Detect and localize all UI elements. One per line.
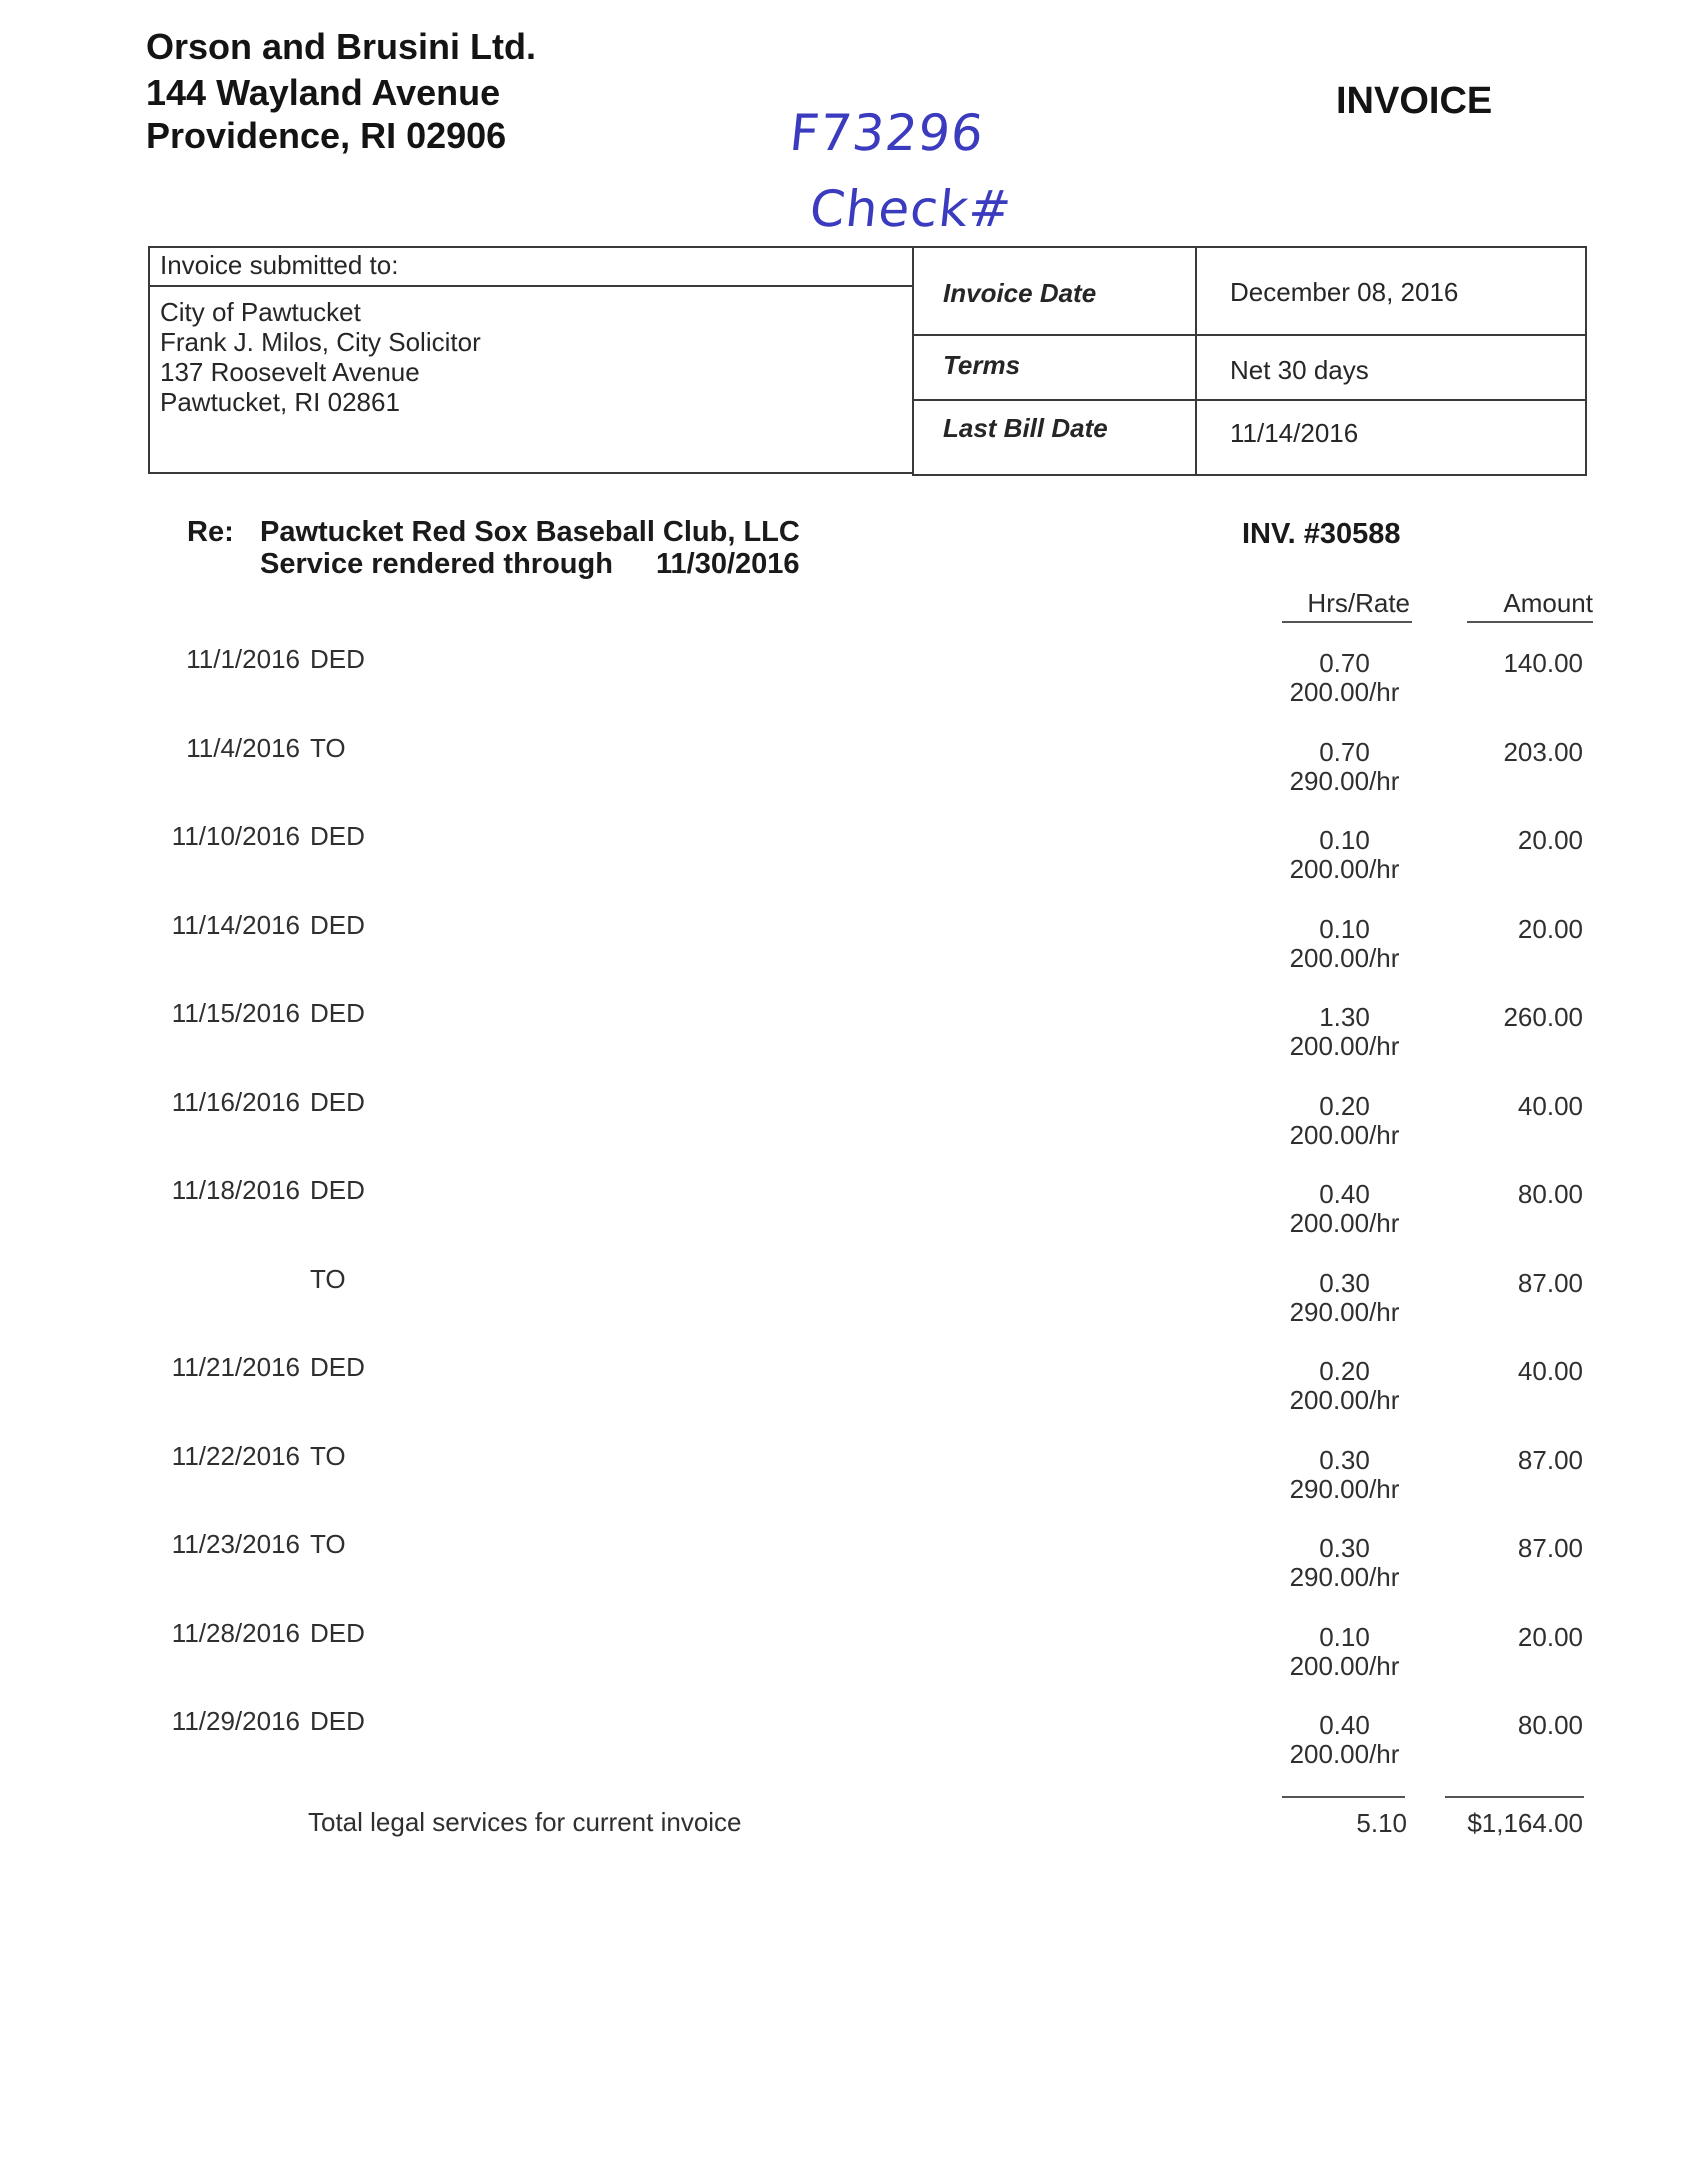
service-rendered-date: 11/30/2016 bbox=[656, 548, 800, 580]
invoice-date-value: December 08, 2016 bbox=[1230, 277, 1459, 307]
line-item-rate: 200.00/hr bbox=[1289, 854, 1400, 884]
line-item-rate: 200.00/hr bbox=[1289, 677, 1400, 707]
line-item-code: TO bbox=[310, 1529, 346, 1559]
line-item-rate: 290.00/hr bbox=[1289, 1297, 1400, 1327]
line-item-hours: 0.10 bbox=[1319, 1622, 1370, 1652]
line-item-date: 11/29/2016 bbox=[171, 1706, 300, 1736]
line-item-amount: 87.00 bbox=[1517, 1268, 1583, 1298]
re-prefix: Re: bbox=[187, 516, 234, 548]
hrs-rate-column-header: Hrs/Rate bbox=[1307, 588, 1410, 618]
line-item-amount: 140.00 bbox=[1503, 648, 1583, 678]
line-item-hours: 0.30 bbox=[1319, 1533, 1370, 1563]
line-item-code: TO bbox=[310, 733, 346, 763]
line-item-hours: 0.40 bbox=[1319, 1179, 1370, 1209]
line-item-rate: 200.00/hr bbox=[1289, 1208, 1400, 1238]
column-underline bbox=[1467, 621, 1593, 623]
line-item-date: 11/18/2016 bbox=[171, 1175, 300, 1205]
line-item bbox=[0, 1618, 1692, 1706]
submitted-to-heading: Invoice submitted to: bbox=[160, 250, 399, 280]
line-item-hours: 1.30 bbox=[1319, 1002, 1370, 1032]
client-name: Pawtucket Red Sox Baseball Club, LLC bbox=[260, 516, 800, 548]
line-item-amount: 20.00 bbox=[1517, 914, 1583, 944]
total-label: Total legal services for current invoice bbox=[308, 1807, 742, 1837]
firm-name: Orson and Brusini Ltd. bbox=[146, 26, 537, 67]
line-item-code: DED bbox=[310, 998, 365, 1028]
line-item-code: DED bbox=[310, 821, 365, 851]
line-item-amount: 20.00 bbox=[1517, 1622, 1583, 1652]
line-item-rate: 200.00/hr bbox=[1289, 1385, 1400, 1415]
line-item bbox=[0, 644, 1692, 732]
line-item-code: TO bbox=[310, 1264, 346, 1294]
line-item bbox=[0, 1706, 1692, 1794]
line-item-code: DED bbox=[310, 1175, 365, 1205]
recipient-line: Pawtucket, RI 02861 bbox=[160, 387, 400, 417]
divider bbox=[1195, 246, 1197, 476]
line-item-hours: 0.20 bbox=[1319, 1091, 1370, 1121]
line-item-rate: 200.00/hr bbox=[1289, 943, 1400, 973]
total-hours-rule bbox=[1282, 1796, 1405, 1798]
line-item-amount: 87.00 bbox=[1517, 1445, 1583, 1475]
line-item-amount: 80.00 bbox=[1517, 1710, 1583, 1740]
line-item bbox=[0, 998, 1692, 1086]
document-title: INVOICE bbox=[1336, 80, 1493, 122]
handwritten-reference: F73296 bbox=[786, 104, 987, 162]
line-item bbox=[0, 733, 1692, 821]
line-item-hours: 0.40 bbox=[1319, 1710, 1370, 1740]
line-item-hours: 0.70 bbox=[1319, 648, 1370, 678]
line-item-code: DED bbox=[310, 910, 365, 940]
line-item-code: DED bbox=[310, 1706, 365, 1736]
recipient-line: City of Pawtucket bbox=[160, 297, 361, 327]
line-item-code: DED bbox=[310, 1618, 365, 1648]
line-item-amount: 40.00 bbox=[1517, 1091, 1583, 1121]
line-item-date: 11/15/2016 bbox=[171, 998, 300, 1028]
recipient-line: 137 Roosevelt Avenue bbox=[160, 357, 420, 387]
line-item-rate: 200.00/hr bbox=[1289, 1739, 1400, 1769]
line-item-code: DED bbox=[310, 644, 365, 674]
line-item bbox=[0, 1352, 1692, 1440]
line-item-amount: 203.00 bbox=[1503, 737, 1583, 767]
line-item-amount: 20.00 bbox=[1517, 825, 1583, 855]
divider bbox=[148, 285, 914, 287]
firm-address-line2: Providence, RI 02906 bbox=[146, 115, 507, 156]
line-item-date: 11/10/2016 bbox=[171, 821, 300, 851]
line-item-hours: 0.30 bbox=[1319, 1268, 1370, 1298]
line-item bbox=[0, 1087, 1692, 1175]
invoice-number: INV. #30588 bbox=[1242, 518, 1401, 550]
line-item bbox=[0, 1441, 1692, 1529]
line-item-date: 11/28/2016 bbox=[171, 1618, 300, 1648]
line-item-hours: 0.10 bbox=[1319, 825, 1370, 855]
column-underline bbox=[1282, 621, 1412, 623]
line-item-amount: 80.00 bbox=[1517, 1179, 1583, 1209]
line-item bbox=[0, 821, 1692, 909]
line-item-rate: 200.00/hr bbox=[1289, 1120, 1400, 1150]
handwritten-check-note: Check# bbox=[806, 180, 1015, 238]
line-item bbox=[0, 1264, 1692, 1352]
total-amount-rule bbox=[1445, 1796, 1584, 1798]
recipient-line: Frank J. Milos, City Solicitor bbox=[160, 327, 481, 357]
total-amount: $1,164.00 bbox=[1467, 1808, 1583, 1838]
line-item-hours: 0.30 bbox=[1319, 1445, 1370, 1475]
line-item-hours: 0.20 bbox=[1319, 1356, 1370, 1386]
line-item-date: 11/4/2016 bbox=[186, 733, 300, 763]
line-item bbox=[0, 1175, 1692, 1263]
total-hours: 5.10 bbox=[1356, 1808, 1407, 1838]
firm-address-line1: 144 Wayland Avenue bbox=[146, 72, 501, 113]
line-item-rate: 290.00/hr bbox=[1289, 1562, 1400, 1592]
line-item-hours: 0.70 bbox=[1319, 737, 1370, 767]
last-bill-date-label: Last Bill Date bbox=[943, 413, 1108, 443]
line-item-amount: 40.00 bbox=[1517, 1356, 1583, 1386]
line-item-date: 11/16/2016 bbox=[171, 1087, 300, 1117]
line-item-code: TO bbox=[310, 1441, 346, 1471]
line-item bbox=[0, 1529, 1692, 1617]
line-item-date: 11/14/2016 bbox=[171, 910, 300, 940]
line-item-rate: 290.00/hr bbox=[1289, 766, 1400, 796]
terms-value: Net 30 days bbox=[1230, 355, 1369, 385]
divider bbox=[912, 334, 1587, 336]
line-item-date: 11/1/2016 bbox=[186, 644, 300, 674]
divider bbox=[912, 399, 1587, 401]
line-item-date: 11/23/2016 bbox=[171, 1529, 300, 1559]
line-item-amount: 87.00 bbox=[1517, 1533, 1583, 1563]
line-item-rate: 200.00/hr bbox=[1289, 1031, 1400, 1061]
line-item-date: 11/22/2016 bbox=[171, 1441, 300, 1471]
line-item-rate: 200.00/hr bbox=[1289, 1651, 1400, 1681]
line-item-date: 11/21/2016 bbox=[171, 1352, 300, 1382]
line-item-hours: 0.10 bbox=[1319, 914, 1370, 944]
line-item-rate: 290.00/hr bbox=[1289, 1474, 1400, 1504]
last-bill-date-value: 11/14/2016 bbox=[1230, 418, 1359, 448]
line-item-code: DED bbox=[310, 1087, 365, 1117]
amount-column-header: Amount bbox=[1503, 588, 1593, 618]
line-item-amount: 260.00 bbox=[1503, 1002, 1583, 1032]
line-item-code: DED bbox=[310, 1352, 365, 1382]
service-rendered-label: Service rendered through bbox=[260, 548, 613, 580]
line-item bbox=[0, 910, 1692, 998]
terms-label: Terms bbox=[943, 350, 1021, 380]
invoice-date-label: Invoice Date bbox=[943, 278, 1097, 308]
